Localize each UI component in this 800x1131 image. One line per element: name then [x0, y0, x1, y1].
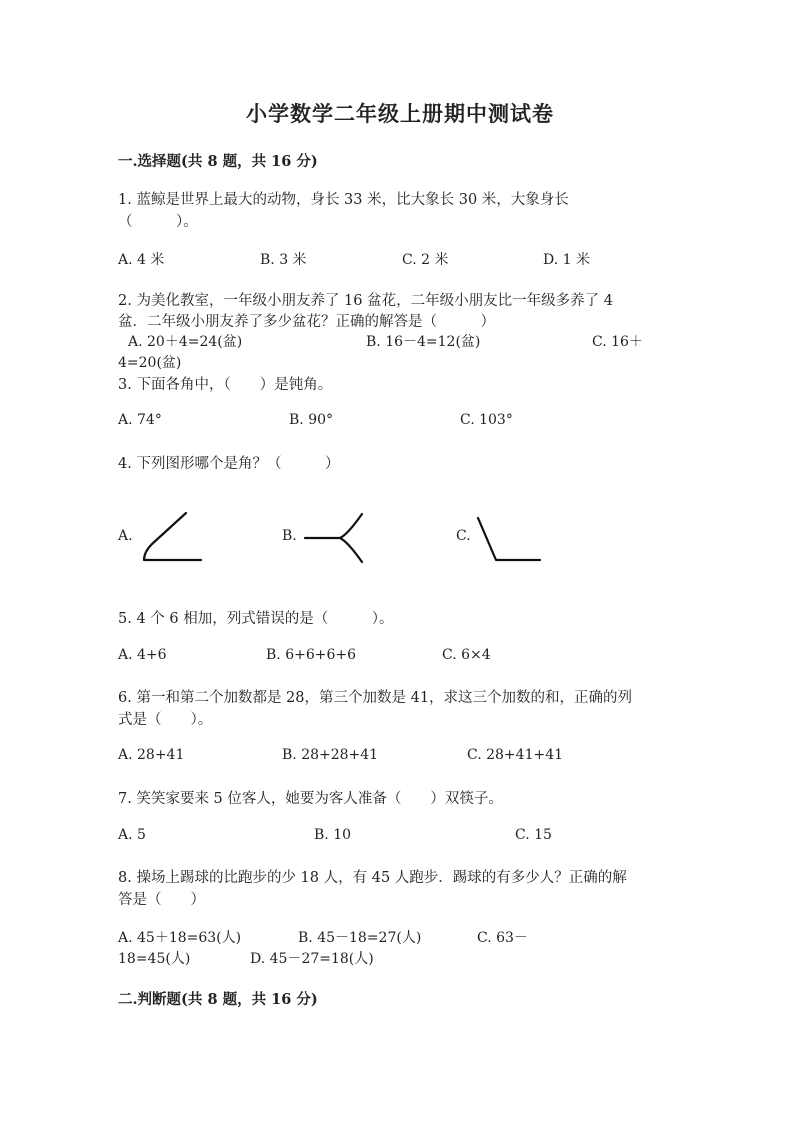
question-6-option-c: C. 28+41+41 — [467, 747, 564, 763]
question-3-option-b: B. 90° — [289, 412, 334, 428]
question-4-option-a: A. — [118, 528, 133, 544]
question-7-option-c: C. 15 — [515, 827, 552, 843]
question-2-option-a: A. 20＋4=24(盆) — [128, 334, 243, 350]
question-1-option-c: C. 2 米 — [402, 252, 449, 268]
question-6-option-b: B. 28+28+41 — [282, 747, 379, 763]
question-8-text-cont: 答是（ ） — [118, 892, 205, 908]
question-3-option-a: A. 74° — [118, 412, 162, 428]
question-3-option-c: C. 103° — [460, 412, 513, 428]
question-2-text: 2. 为美化教室，一年级小朋友养了 16 盆花，二年级小朋友比一年级多养了 4 — [118, 293, 613, 309]
question-8-option-b: B. 45－18=27(人) — [298, 930, 422, 946]
question-6-text-cont: 式是（ ）。 — [118, 712, 213, 728]
question-2-option-c: C. 16＋ — [592, 334, 643, 350]
question-2-text-cont: 盆．二年级小朋友养了多少盆花？正确的解答是（ ） — [118, 314, 495, 330]
question-1-option-a: A. 4 米 — [118, 252, 165, 268]
question-8-option-d: D. 45－27=18(人) — [250, 951, 374, 967]
angle-figure-c-icon — [470, 508, 550, 566]
question-2-option-b: B. 16－4=12(盆) — [366, 334, 481, 350]
question-4-option-c: C. — [456, 528, 471, 544]
question-2-option-c-cont: 4=20(盆) — [118, 355, 182, 371]
section-heading-choice: 一.选择题(共 8 题，共 16 分) — [118, 153, 318, 170]
angle-figure-a-icon — [138, 508, 208, 566]
question-7-option-b: B. 10 — [314, 827, 352, 843]
question-5-option-a: A. 4+6 — [118, 647, 167, 663]
question-7-text: 7. 笑笑家要来 5 位客人，她要为客人准备（ ）双筷子。 — [118, 791, 503, 807]
question-8-option-a: A. 45＋18=63(人) — [118, 930, 242, 946]
question-3-text: 3. 下面各角中，（ ）是钝角。 — [118, 377, 333, 393]
question-6-option-a: A. 28+41 — [118, 747, 185, 763]
question-5-text: 5. 4 个 6 相加，列式错误的是（ ）。 — [118, 611, 394, 627]
question-1-option-b: B. 3 米 — [260, 252, 307, 268]
question-4-option-b: B. — [282, 528, 297, 544]
question-6-text: 6. 第一和第二个加数都是 28，第三个加数是 41，求这三个加数的和，正确的列 — [118, 690, 633, 706]
question-1-text: 1. 蓝鲸是世界上最大的动物，身长 33 米，比大象长 30 米，大象身长 — [118, 192, 569, 208]
page-title: 小学数学二年级上册期中测试卷 — [246, 101, 554, 126]
question-8-option-c-cont: 18=45(人) — [118, 951, 191, 967]
question-4-text: 4. 下列图形哪个是角？（ ） — [118, 456, 340, 472]
question-7-option-a: A. 5 — [118, 827, 146, 843]
question-1-text-cont: （ ）。 — [118, 214, 198, 230]
question-1-option-d: D. 1 米 — [543, 252, 590, 268]
question-5-option-c: C. 6×4 — [442, 647, 491, 663]
section-heading-judgement: 二.判断题(共 8 题，共 16 分) — [118, 991, 318, 1008]
question-8-text: 8. 操场上踢球的比跑步的少 18 人，有 45 人跑步．踢球的有多少人？正确的解 — [118, 870, 627, 886]
question-8-option-c: C. 63－ — [477, 930, 528, 946]
curved-branch-figure-b-icon — [300, 508, 370, 566]
question-5-option-b: B. 6+6+6+6 — [266, 647, 357, 663]
